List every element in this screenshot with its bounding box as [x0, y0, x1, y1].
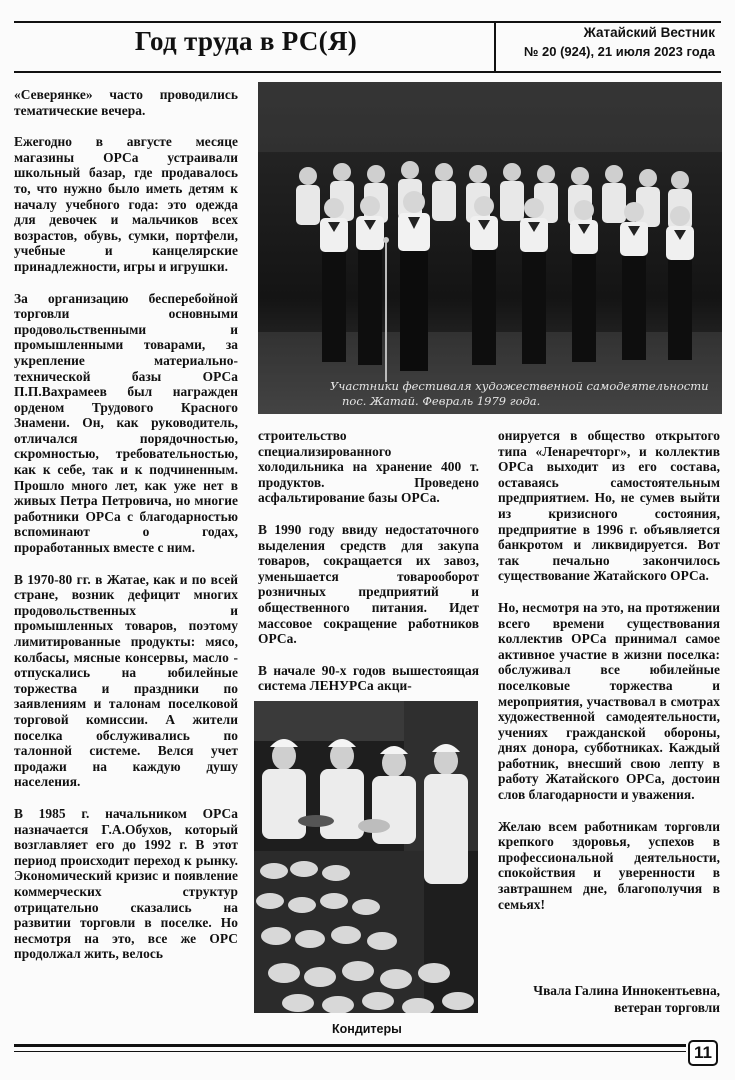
paragraph: «Северянке» часто проводились тематические вечера.: [14, 87, 238, 118]
header-top-rule: [14, 21, 721, 23]
column-3: [498, 428, 720, 912]
author-name: Чвала Галина Иннокентьевна,: [533, 983, 720, 998]
photo-inscription-2: пос. Жатай. Февраль 1979 года.: [342, 394, 541, 408]
section-title: Год труда в РС(Я): [134, 26, 358, 56]
column-2: [258, 428, 479, 694]
paragraph: Желаю всем работникам торговли крепкого здоровья, успехов в профессиональной деятельности, спокойствия и уверенности в завтрашнем дне, благополучия в семьях!: [498, 818, 720, 912]
paragraph: В 1985 г. начальником ОРСа назначается Г.А.Обухов, который возглавляет его до 1992 г. В этот период происходит переход к рынку. Экономический кризис и появление коммерческих структур отрицательно сказались на развитии торговли в поселке. Но несмотря на это, все же ОРС продолжал жить, велось: [14, 805, 238, 962]
author-role: ветеран торговли: [614, 1000, 720, 1015]
paragraph: строительство специализированного холодильника на хранение 400 т. продуктов. Проведено асфальтирование базы ОРСа.: [258, 428, 479, 506]
paragraph: онируется в общество открытого типа «Ленаречторг», и коллектив ОРСа выходит из его состава, оставаясь самостоятельным предприятием. Но, не сумев выйти из кризисного состояния, предприятие в 1996 г. объявляется банкротом и ликвидируется. Вот так печально закончилось существование Жатайского ОРСа.: [498, 428, 720, 584]
paragraph: В 1970-80 гг. в Жатае, как и по всей стране, возник дефицит многих продовольственных и промышленных товаров, поэтому лимитированные продукты: мясо, колбасы, мясные консервы, масло - отпускались на юбилейные торжества и праздники по заявлениям и талонам поселковой торговой комиссии. А жители поселка обслуживались по талонной системе. Велся учет продажи на каждую душу населения.: [14, 571, 238, 790]
photo-inscription-1: Участники фестиваля художественной самодеятельности: [330, 379, 709, 393]
footer-rule-thin: [14, 1051, 686, 1052]
paragraph: За организацию бесперебойной торговли основными продовольственными и промышленными товарами, за укрепление материально-технической базы ОРСа П.П.Вахрамеев был награжден орденом Трудового Красного Знамени. Он, как руководитель, отличался порядочностью, скромностью, требовательностью, как к себе, так и к подчиненным. Прошло много лет, как уже нет в живых Петра Петровича, но многие работники ОРСа с благодарностью вспоминают о годах, проработанных вместе с ним.: [14, 290, 238, 556]
column-1: [14, 87, 238, 962]
photo-caption: Кондитеры: [332, 1022, 402, 1036]
issue-info: № 20 (924), 21 июля 2023 года: [523, 44, 715, 59]
paragraph: Ежегодно в августе месяце магазины ОРСа устраивали школьный базар, где продавалось то, что нужно было иметь детям к началу учебного года: это одежда для девочек и мальчиков всех возрастов, обувь, сумки, портфели, учебные и канцелярские принадлежности, игры и игрушки.: [14, 134, 238, 274]
paragraph: Но, несмотря на это, на протяжении всего времени существования коллектив ОРСа принимал самое активное участие в жизни поселка: обслуживал все юбилейные поселковые торжества и мероприятия, участвовал в смотрах художественной самодеятельности, учениях гражданской обороны, днях донора, субботниках. Каждый работник, внесший свою лепту в работу Жатайского ОРСа, достоин слов благодарности и уважения.: [498, 599, 720, 803]
header-bottom-rule: [14, 71, 721, 73]
signature: [490, 982, 720, 1016]
choir-photo: [258, 82, 722, 414]
paragraph: В 1990 году ввиду недостаточного выделения средств для закупа товаров, сокращается их завоз, уменьшается товарооборот розничных предприятий и общественного питания. Идет массовое сокращение работников ОРСа.: [258, 521, 479, 647]
confectioners-photo: [254, 701, 478, 1013]
header-divider: [494, 22, 496, 72]
page-number: 11: [688, 1040, 718, 1066]
paragraph: В начале 90-х годов вышестоящая система ЛЕНУРСа акци-: [258, 662, 479, 694]
newspaper-name: Жатайский Вестник: [583, 25, 715, 40]
footer-rule-thick: [14, 1044, 686, 1047]
